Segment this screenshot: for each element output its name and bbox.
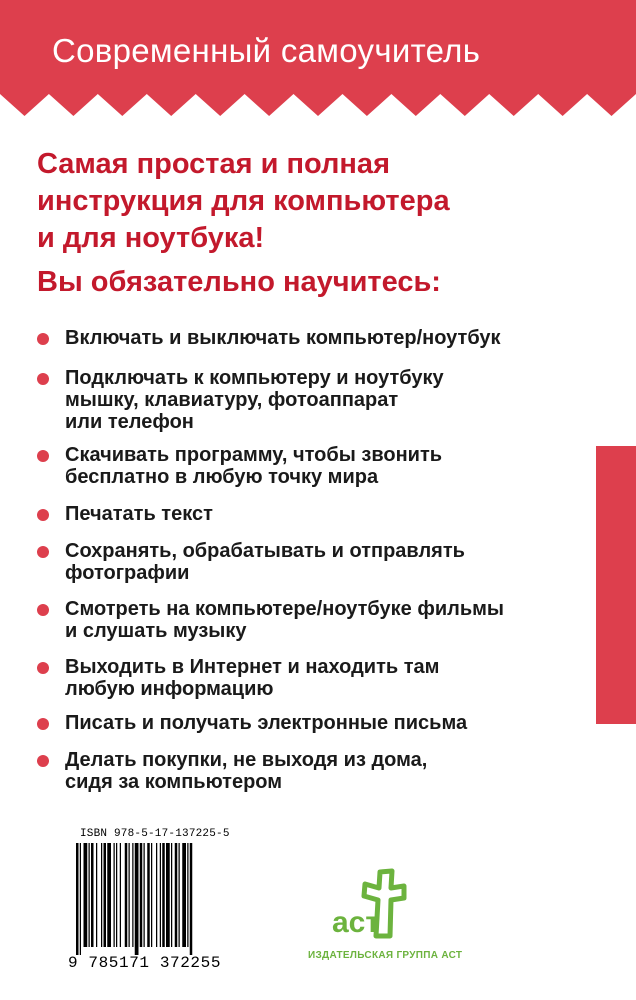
list-item-line: бесплатно в любую точку мира [65, 466, 379, 488]
list-item-line: сидя за компьютером [65, 771, 283, 793]
barcode-bar [166, 843, 170, 947]
barcode-bar [162, 843, 165, 947]
barcode-bar [89, 843, 90, 947]
headline-line: Самая простая и полная [37, 148, 390, 180]
headline-line: инструкция для компьютера [37, 185, 450, 217]
publisher-name: ИЗДАТЕЛЬСКАЯ ГРУППА АСТ [308, 950, 463, 961]
list-item-text [65, 749, 605, 793]
list-item-line: Смотреть на компьютере/ноутбуке фильмы [65, 598, 505, 620]
list-item-line: любую информацию [65, 678, 274, 700]
barcode-bar [114, 843, 115, 947]
barcode-bar [182, 843, 186, 947]
list-item-text [65, 598, 605, 642]
barcode-bar [116, 843, 117, 947]
barcode-bars-icon [68, 843, 226, 955]
list-item-line: Сохранять, обрабатывать и отправлять [65, 540, 465, 562]
barcode-bar [120, 843, 121, 947]
barcode-bar [144, 843, 145, 947]
list-item-line: Писать и получать электронные письма [65, 712, 468, 734]
barcode-bar [171, 843, 172, 947]
list-item-text [65, 656, 605, 700]
barcode-bar [76, 843, 79, 955]
headline-line: и для ноутбука! [37, 222, 265, 254]
barcode-bar [179, 843, 180, 947]
barcode-bar [151, 843, 152, 947]
headline [37, 146, 577, 257]
list-item-line: или телефон [65, 411, 194, 433]
list-item-text [65, 444, 605, 488]
isbn-label: ISBN 978-5-17-137225-5 [80, 828, 230, 840]
header-banner [0, 0, 636, 118]
bullet-dot-icon [37, 604, 49, 616]
barcode-digits: 9 785171 372255 [68, 954, 222, 972]
subheading: Вы обязательно научитесь: [37, 266, 441, 298]
list-item-text [65, 503, 605, 525]
bullet-dot-icon [37, 450, 49, 462]
barcode-bar [140, 843, 143, 947]
bullet-dot-icon [37, 333, 49, 345]
isbn-barcode [68, 828, 230, 976]
bullet-dot-icon [37, 662, 49, 674]
list-item-text [65, 540, 605, 584]
barcode-bar [187, 843, 188, 947]
barcode-bar [175, 843, 178, 947]
barcode-bar [160, 843, 161, 947]
barcode-bar [129, 843, 130, 947]
barcode-bar [101, 843, 102, 947]
list-item-text [65, 327, 605, 349]
bullet-dot-icon [37, 755, 49, 767]
barcode-bar [147, 843, 150, 947]
bullet-dot-icon [37, 546, 49, 558]
list-item-text [65, 367, 605, 433]
barcode-bar [190, 843, 193, 955]
bullet-dot-icon [37, 373, 49, 385]
list-item-line: мышку, клавиатуру, фотоаппарат [65, 389, 399, 411]
ast-logo-text: аст [332, 906, 381, 939]
barcode-bar [104, 843, 107, 947]
barcode-bar [107, 843, 111, 947]
bullet-dot-icon [37, 718, 49, 730]
list-item-text [65, 712, 605, 734]
barcode-bar [80, 843, 81, 955]
list-item-line: фотографии [65, 562, 190, 584]
list-item-line: и слушать музыку [65, 620, 247, 642]
barcode-bar [84, 843, 88, 947]
series-title: Современный самоучитель [52, 32, 481, 69]
barcode-bar [132, 843, 133, 947]
barcode-bar [156, 843, 157, 947]
ast-logo-icon [318, 866, 422, 948]
list-item-line: Скачивать программу, чтобы звонить [65, 444, 443, 466]
list-item-line: Подключать к компьютеру и ноутбуку [65, 367, 444, 389]
barcode-bar [125, 843, 128, 947]
list-item-line: Включать и выключать компьютер/ноутбук [65, 327, 501, 349]
barcode-bar [91, 843, 94, 947]
bullet-dot-icon [37, 509, 49, 521]
barcode-bar [96, 843, 97, 947]
barcode-bar [135, 843, 139, 955]
list-item-line: Печатать текст [65, 503, 213, 525]
list-item-line: Выходить в Интернет и находить там [65, 656, 440, 678]
list-item-line: Делать покупки, не выходя из дома, [65, 749, 428, 771]
